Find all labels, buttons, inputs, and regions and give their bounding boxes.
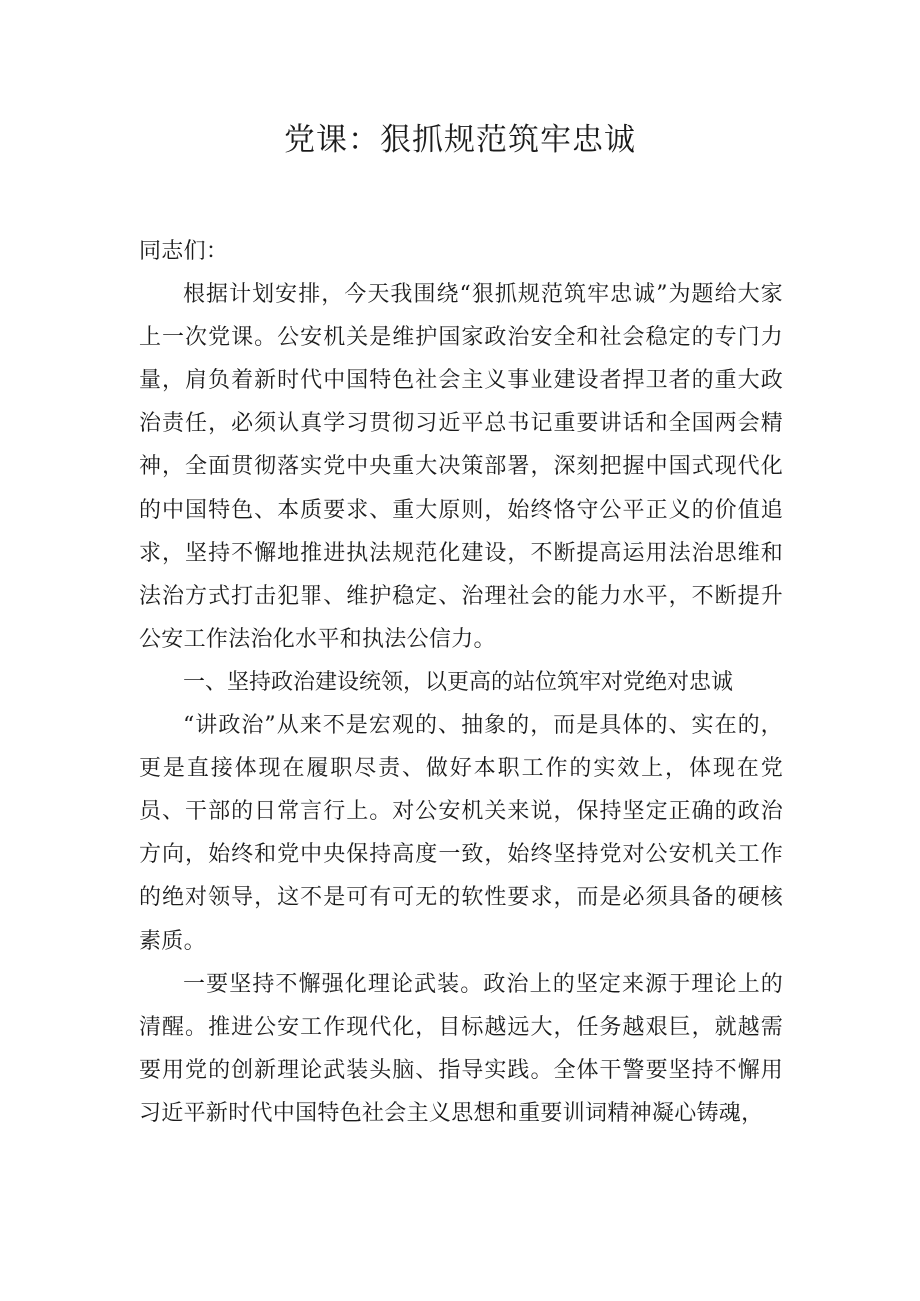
paragraph-intro: 根据计划安排，今天我围绕“狠抓规范筑牢忠诚”为题给大家上一次党课。公安机关是维护国家政治安全和社会稳定的专门力量，肩负着新时代中国特色社会主义事业建设者捍卫者的重大政治责任，必须认真学习贯彻习近平总书记重要讲话和全国两会精神，全面贯彻落实党中央重大决策部署，深刻把握中国式现代化的中国特色、本质要求、重大原则，始终恪守公平正义的价值追求，坚持不懈地推进执法规范化建设，不断提高运用法治思维和法治方式打击犯罪、维护稳定、治理社会的能力水平，不断提升公安工作法治化水平和执法公信力。: [139, 282, 783, 652]
paragraph-theory: 一要坚持不懈强化理论武装。政治上的坚定来源于理论上的清醒。推进公安工作现代化，目标越远大，任务越艰巨，就越需要用党的创新理论武装头脑、指导实践。全体干警要坚持不懈用习近平新时代中国特色社会主义思想和重要训词精神凝心铸魂，: [139, 971, 783, 1126]
paragraph-political: “讲政治”从来不是宏观的、抽象的，而是具体的、实在的，更是直接体现在履职尽责、做好本职工作的实效上，体现在党员、干部的日常言行上。对公安机关来说，保持坚定正确的政治方向，始终和党中央保持高度一致，始终坚持党对公安机关工作的绝对领导，这不是可有可无的软性要求，而是必须具备的硬核素质。: [139, 713, 783, 954]
document-body: [139, 230, 783, 1135]
salutation: 同志们：: [139, 239, 229, 264]
document-title: 党课：狠抓规范筑牢忠诚: [284, 122, 636, 158]
section-heading-1: 一、坚持政治建设统领，以更高的站位筑牢对党绝对忠诚: [183, 669, 734, 695]
